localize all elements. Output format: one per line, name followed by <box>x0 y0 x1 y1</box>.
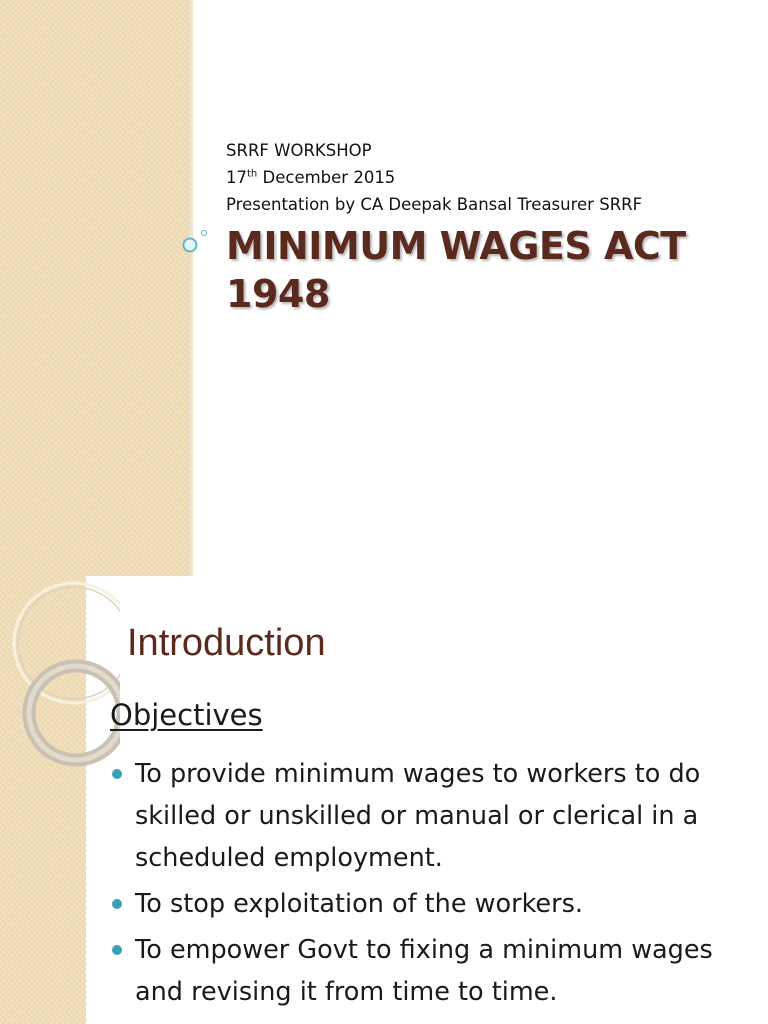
date-month-year: December 2015 <box>257 168 396 187</box>
date-day: 17 <box>226 168 247 187</box>
objectives-list <box>112 753 752 1017</box>
list-item <box>112 753 752 879</box>
panel-divider <box>190 0 193 576</box>
list-item-text: To provide minimum wages to workers to do skilled or unskilled or manual or clerical in a scheduled employment. <box>135 759 701 873</box>
list-item <box>112 883 752 925</box>
dot-bullet-icon <box>112 945 122 955</box>
objectives-subheading: Objectives <box>110 698 263 732</box>
workshop-date <box>226 164 642 191</box>
date-day-suffix: th <box>247 168 258 180</box>
list-item <box>112 929 752 1013</box>
list-item-text: To empower Govt to fixing a minimum wages and revising it from time to time. <box>135 935 713 1007</box>
introduction-slide <box>0 576 768 1024</box>
dot-bullet-icon <box>112 769 122 779</box>
dot-bullet-icon <box>112 899 122 909</box>
subtitle-block <box>226 137 642 218</box>
presenter-line: Presentation by CA Deepak Bansal Treasurer SRRF <box>226 195 643 214</box>
texture-panel <box>0 0 190 576</box>
slide-heading: Introduction <box>127 622 326 664</box>
workshop-name: SRRF WORKSHOP <box>226 141 372 160</box>
list-item-text: To stop exploitation of the workers. <box>135 889 583 919</box>
title-line-1: MINIMUM WAGES ACT <box>226 224 686 268</box>
rings-decoration-icon <box>0 576 120 796</box>
bubble-circles-icon <box>180 228 210 258</box>
slide-title <box>226 222 746 318</box>
title-line-2: 1948 <box>226 272 330 316</box>
